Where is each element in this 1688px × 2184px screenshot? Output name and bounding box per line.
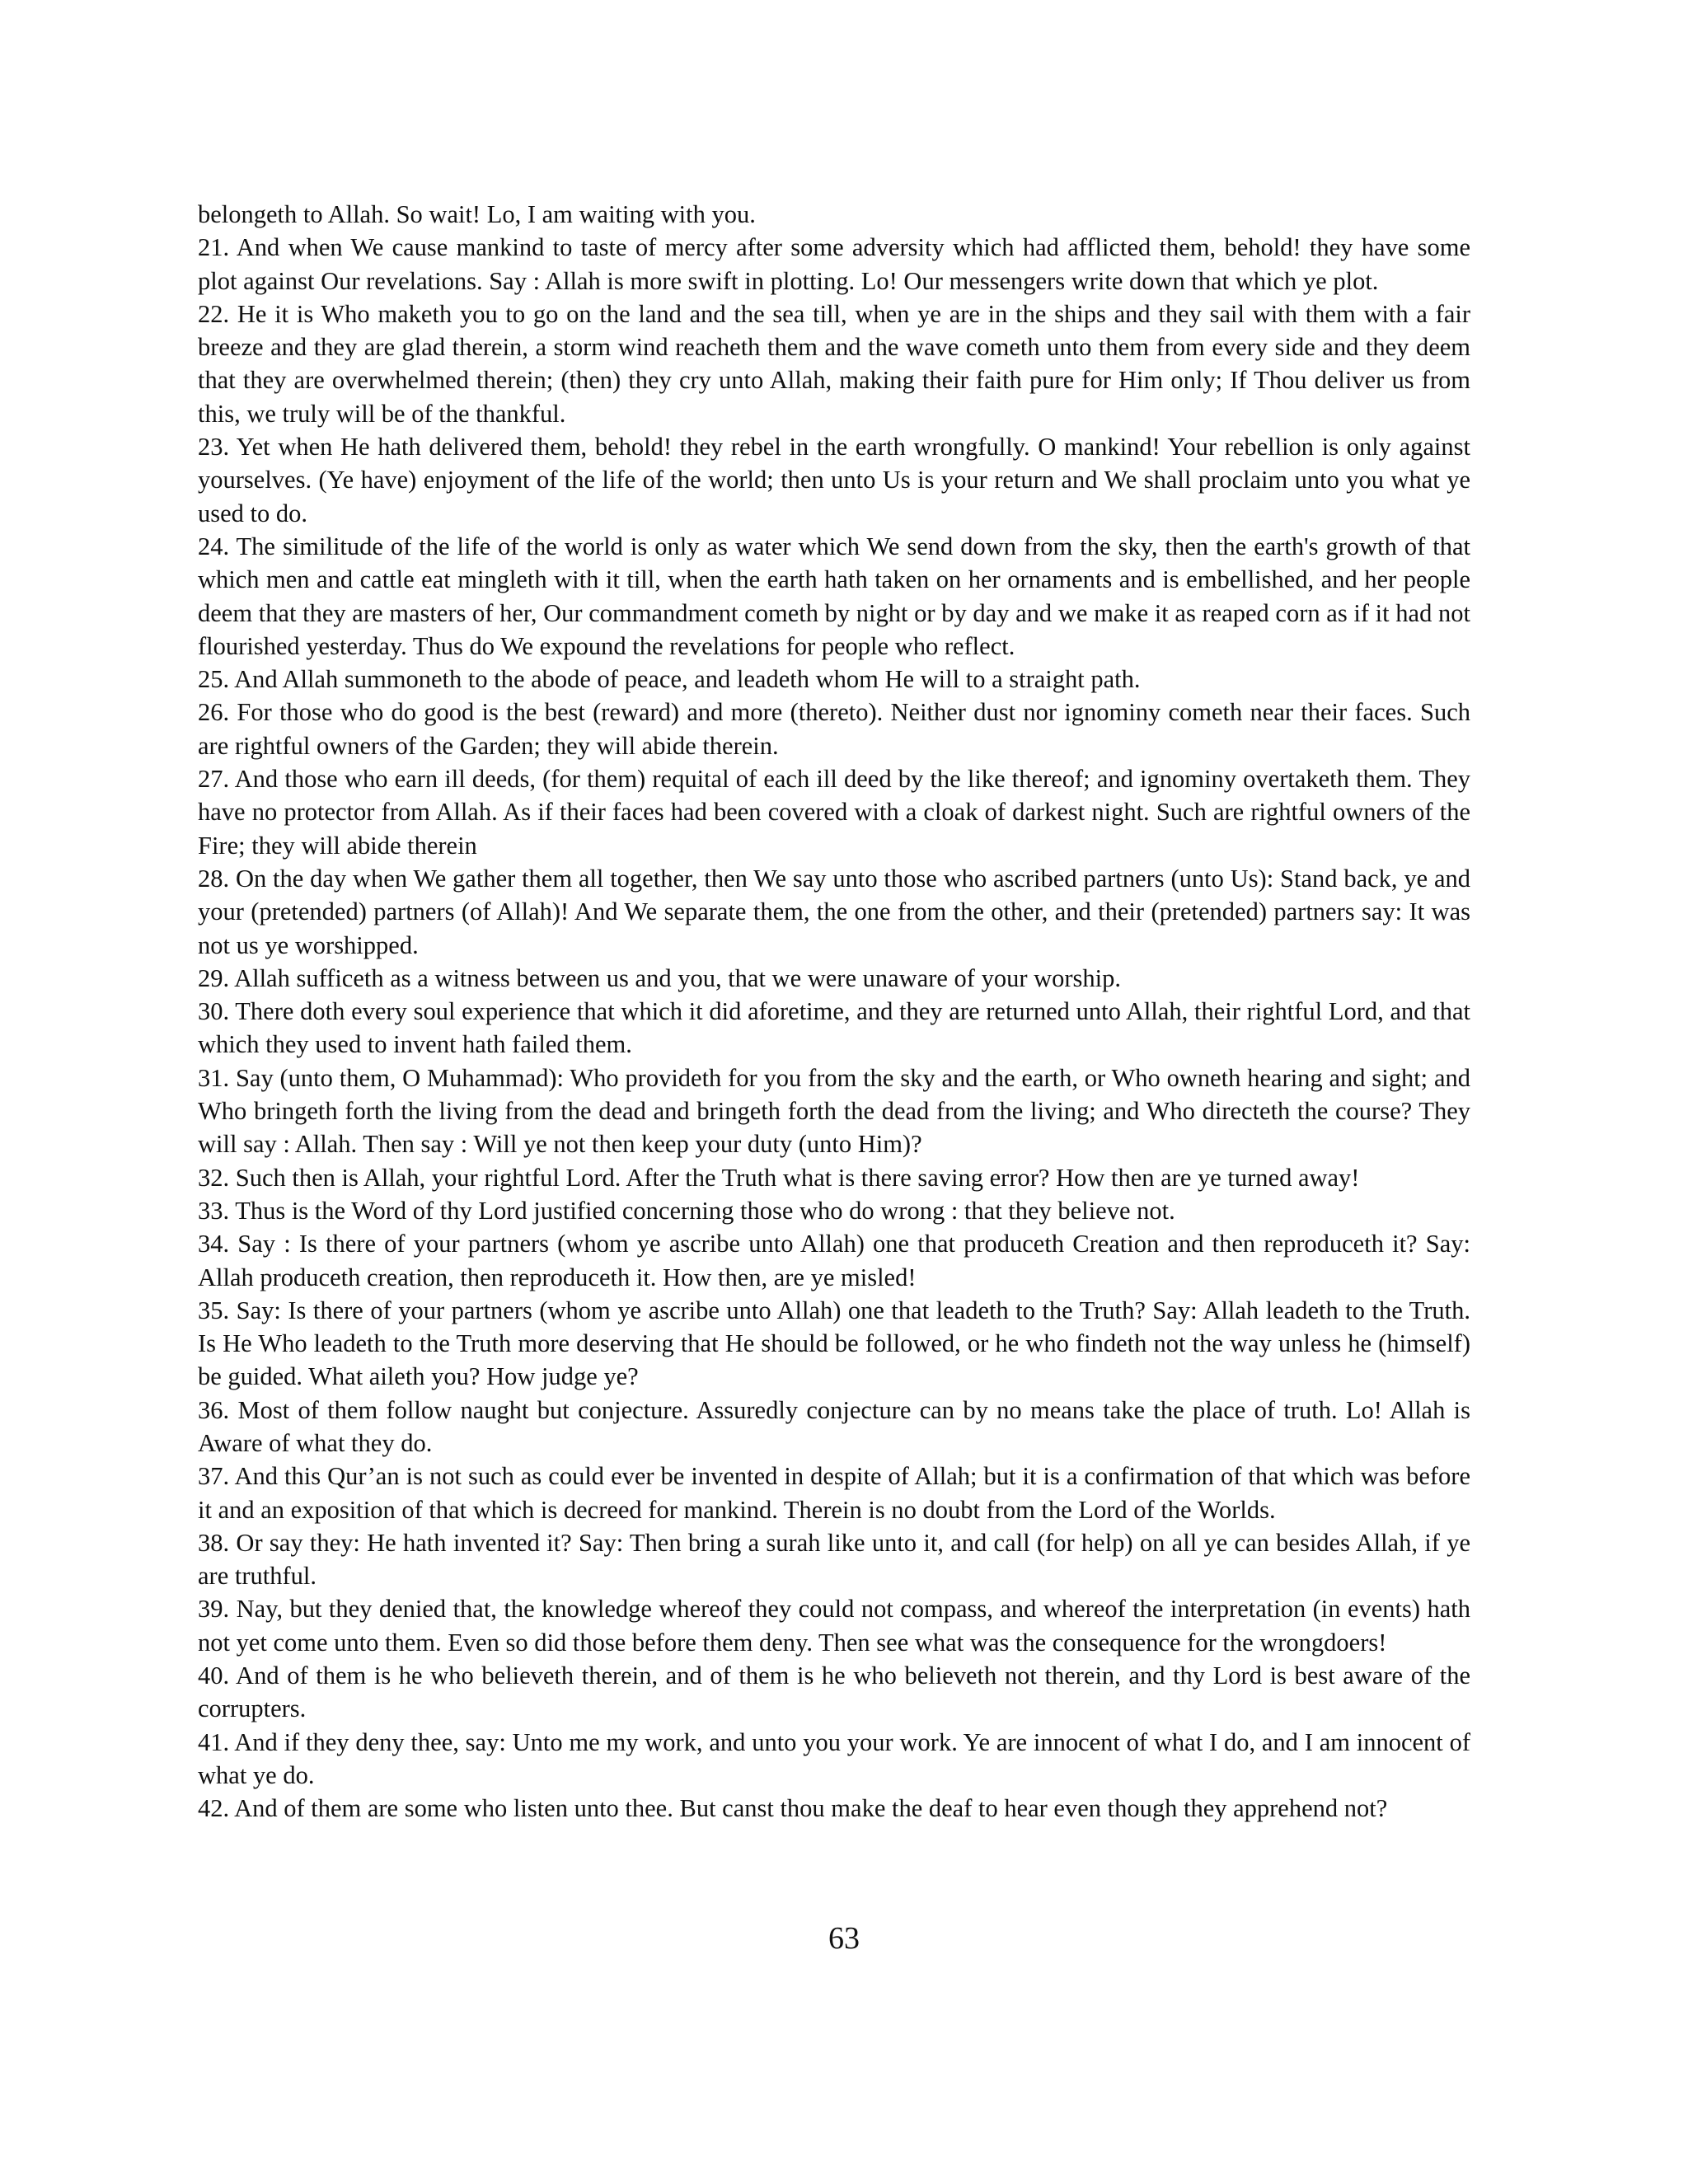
verse-paragraph: 39. Nay, but they denied that, the knowledge whereof they could not compass, and whereof the interpretation (in events) hath not yet come unto them. Even so did those before them deny. Then see what was the consequence for the wrongdoers! xyxy=(198,1595,1470,1657)
verse-paragraph: 24. The similitude of the life of the world is only as water which We send down from the sky, then the earth's growth of that which men and cattle eat mingleth with it till, when the earth hath taken on her ornaments and is embellished, and her people deem that they are masters of her, Our commandment cometh by night or by day and we make it as reaped corn as if it had not flourished yesterday. Thus do We expound the revelations for people who reflect. xyxy=(198,532,1470,660)
verse-paragraph: 42. And of them are some who listen unto thee. But canst thou make the deaf to hear even though they apprehend not? xyxy=(198,1794,1388,1823)
verse-text-block xyxy=(198,198,1470,1825)
page-number: 63 xyxy=(828,1921,860,1956)
verse-paragraph: 33. Thus is the Word of thy Lord justified concerning those who do wrong : that they believe not. xyxy=(198,1196,1175,1225)
verse-paragraph: 34. Say : Is there of your partners (whom ye ascribe unto Allah) one that produceth Creation and then reproduceth it? Say: Allah produceth creation, then reproduceth it. How then, are ye misled! xyxy=(198,1230,1470,1291)
verse-paragraph: 37. And this Qur’an is not such as could ever be invented in despite of Allah; but it is a confirmation of that which was before it and an exposition of that which is decreed for mankind. Therein is no doubt from the Lord of the Worlds. xyxy=(198,1462,1470,1524)
verse-paragraph: 41. And if they deny thee, say: Unto me my work, and unto you your work. Ye are innocent of what I do, and I am innocent of what ye do. xyxy=(198,1727,1470,1789)
verse-paragraph: 23. Yet when He hath delivered them, behold! they rebel in the earth wrongfully. O mankind! Your rebellion is only against yourselves. (Ye have) enjoyment of the life of the world; then unto Us is your return and We shall proclaim unto you what ye used to do. xyxy=(198,433,1470,527)
verse-paragraph: 28. On the day when We gather them all together, then We say unto those who ascribed partners (unto Us): Stand back, ye and your (pretended) partners (of Allah)! And We separate them, the one from the other, and their (pretended) partners say: It was not us ye worshipped. xyxy=(198,864,1470,959)
verse-paragraph: belongeth to Allah. So wait! Lo, I am waiting with you. xyxy=(198,200,756,228)
verse-paragraph: 29. Allah sufficeth as a witness between us and you, that we were unaware of your worship. xyxy=(198,963,1122,992)
verse-paragraph: 22. He it is Who maketh you to go on the land and the sea till, when ye are in the ships and they sail with them with a fair breeze and they are glad therein, a storm wind reacheth them and the wave cometh unto them from every side and they deem that they are overwhelmed therein; (then) they cry unto Allah, making their faith pure for Him only; If Thou deliver us from this, we truly will be of the thankful. xyxy=(198,299,1470,428)
verse-paragraph: 25. And Allah summoneth to the abode of peace, and leadeth whom He will to a straight path. xyxy=(198,665,1141,694)
verse-paragraph: 38. Or say they: He hath invented it? Say: Then bring a surah like unto it, and call (for help) on all ye can besides Allah, if ye are truthful. xyxy=(198,1528,1470,1591)
verse-paragraph: 36. Most of them follow naught but conjecture. Assuredly conjecture can by no means take the place of truth. Lo! Allah is Aware of what they do. xyxy=(198,1395,1470,1457)
verse-paragraph: 31. Say (unto them, O Muhammad): Who provideth for you from the sky and the earth, or Who owneth hearing and sight; and Who bringeth forth the living from the dead and bringeth forth the dead from the living; and Who directeth the course? They will say : Allah. Then say : Will ye not then keep your duty (unto Him)? xyxy=(198,1063,1470,1159)
verse-paragraph: 30. There doth every soul experience that which it did aforetime, and they are returned unto Allah, their rightful Lord, and that which they used to invent hath failed them. xyxy=(198,997,1470,1059)
verse-paragraph: 26. For those who do good is the best (reward) and more (thereto). Neither dust nor ignominy cometh near their faces. Such are rightful owners of the Garden; they will abide therein. xyxy=(198,698,1470,760)
verse-paragraph: 40. And of them is he who believeth therein, and of them is he who believeth not therein, and thy Lord is best aware of the corrupters. xyxy=(198,1661,1470,1723)
verse-paragraph: 32. Such then is Allah, your rightful Lord. After the Truth what is there saving error? How then are ye turned away! xyxy=(198,1163,1360,1192)
verse-paragraph: 27. And those who earn ill deeds, (for them) requital of each ill deed by the like thereof; and ignominy overtaketh them. They have no protector from Allah. As if their faces had been covered with a cloak of darkest night. Such are rightful owners of the Fire; they will abide therein xyxy=(198,765,1470,860)
verse-paragraph: 21. And when We cause mankind to taste of mercy after some adversity which had afflicted them, behold! they have some plot against Our revelations. Say : Allah is more swift in plotting. Lo! Our messengers write down that which ye plot. xyxy=(198,233,1470,295)
verse-paragraph: 35. Say: Is there of your partners (whom ye ascribe unto Allah) one that leadeth to the Truth? Say: Allah leadeth to the Truth. Is He Who leadeth to the Truth more deserving that He should be followed, or he who findeth not the way unless he (himself) be guided. What aileth you? How judge ye? xyxy=(198,1296,1470,1391)
